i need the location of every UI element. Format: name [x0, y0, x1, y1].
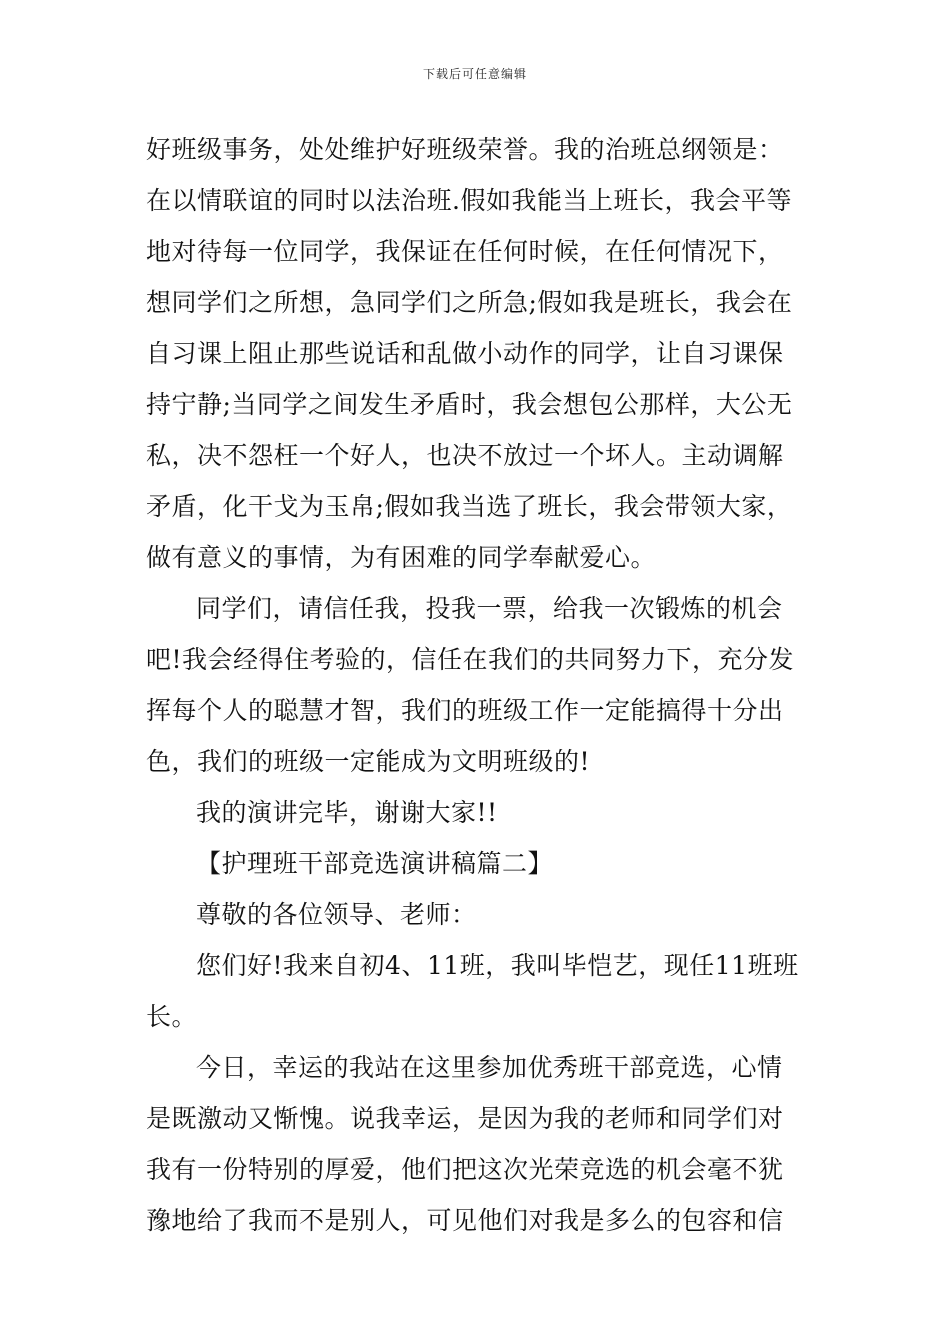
- document-body: [146, 124, 808, 1246]
- text-line: 矛盾，化干戈为玉帛;假如我当选了班长，我会带领大家，: [146, 492, 793, 521]
- text-line: 长。: [146, 1002, 198, 1031]
- text-line: 尊敬的各位领导、老师：: [196, 900, 477, 929]
- section-heading: 【护理班干部竞选演讲稿篇二】: [196, 849, 554, 878]
- text-line: 吧!我会经得住考验的，信任在我们的共同努力下，充分发: [146, 645, 795, 674]
- text-line: 豫地给了我而不是别人，可见他们对我是多么的包容和信: [146, 1206, 784, 1235]
- text-line: 我有一份特别的厚爱，他们把这次光荣竞选的机会毫不犹: [146, 1155, 784, 1184]
- text-line: 我的演讲完毕，谢谢大家!!: [196, 798, 498, 827]
- text-line: 好班级事务，处处维护好班级荣誉。我的治班总纲领是：: [146, 135, 784, 164]
- text-line: 今日，幸运的我站在这里参加优秀班干部竞选，心情: [196, 1053, 783, 1082]
- text-line: 私，决不怨枉一个好人，也决不放过一个坏人。主动调解: [146, 441, 784, 470]
- text-line: 是既激动又惭愧。说我幸运，是因为我的老师和同学们对: [146, 1104, 784, 1133]
- text-line: 自习课上阻止那些说话和乱做小动作的同学，让自习课保: [146, 339, 784, 368]
- text-line: 做有意义的事情，为有困难的同学奉献爱心。: [146, 543, 657, 572]
- text-line: 挥每个人的聪慧才智，我们的班级工作一定能搞得十分出: [146, 696, 784, 725]
- text-line: 想同学们之所想，急同学们之所急;假如我是班长，我会在: [146, 288, 793, 317]
- text-line: 持宁静;当同学之间发生矛盾时，我会想包公那样，大公无: [146, 390, 793, 419]
- text-line: 地对待每一位同学，我保证在任何时候，在任何情况下，: [146, 237, 784, 266]
- text-line: 同学们，请信任我，投我一票，给我一次锻炼的机会: [196, 594, 783, 623]
- text-line: 您们好!我来自初4、11班，我叫毕恺艺，现任11班班: [196, 951, 799, 980]
- header-note: 下载后可任意编辑: [422, 67, 527, 81]
- text-line: 在以情联谊的同时以法治班.假如我能当上班长，我会平等: [146, 186, 792, 215]
- text-line: 色，我们的班级一定能成为文明班级的!: [146, 747, 591, 776]
